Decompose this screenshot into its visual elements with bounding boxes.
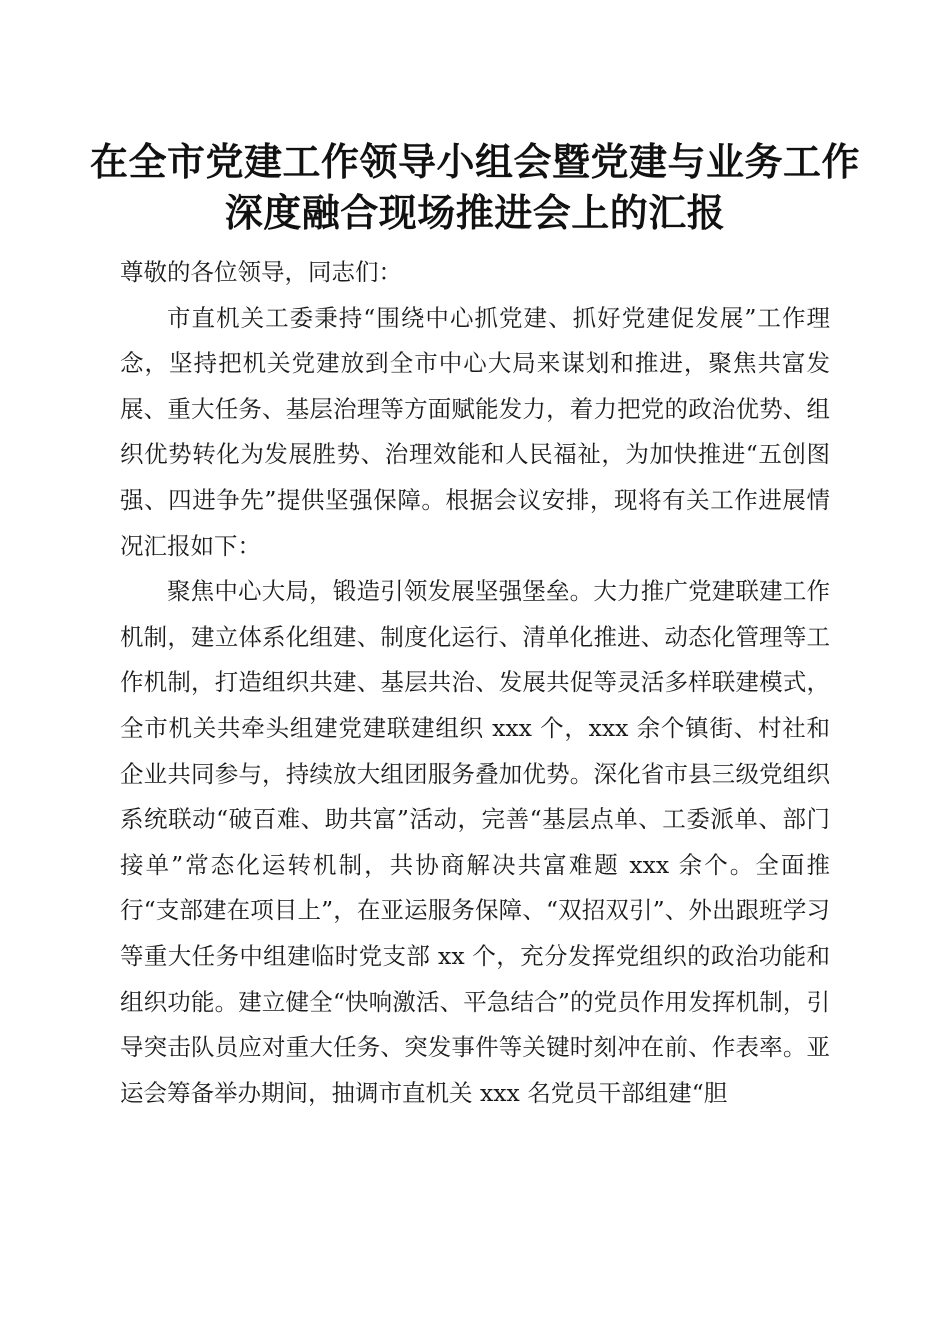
paragraph-intro: 市直机关工委秉持“围绕中心抓党建、抓好党建促发展”工作理念，坚持把机关党建放到全市中心大局来谋划和推进，聚焦共富发展、重大任务、基层治理等方面赋能发力，着力把党的政治优势、组织优势转化为发展胜势、治理效能和人民福祉，为加快推进“五创图强、四进争先”提供坚强保障。根据会议安排，现将有关工作进展情况汇报如下： — [120, 303, 830, 560]
title-line-2: 深度融合现场推进会上的汇报 — [224, 190, 726, 235]
document-body — [120, 250, 830, 1116]
salutation: 尊敬的各位领导，同志们： — [120, 258, 402, 286]
document-title — [0, 136, 950, 238]
paragraph-focus-center: 聚焦中心大局，锻造引领发展坚强堡垒。大力推广党建联建工作机制，建立体系化组建、制度化运行、清单化推进、动态化管理等工作机制，打造组织共建、基层共治、发展共促等灵活多样联建模式，全市机关共牵头组建党建联建组织 xxx 个，xxx 余个镇街、村社和企业共同参与，持续放大组团服务叠加优势。深化省市县三级党组织系统联动“破百难、助共富”活动，完善“基层点单、工委派单、部门接单”常态化运转机制，共协商解决共富难题 xxx 余个。全面推行“支部建在项目上”，在亚运服务保障、“双招双引”、外出跟班学习等重大任务中组建临时党支部 xx 个，充分发挥党组织的政治功能和组织功能。建立健全“快响激活、平急结合”的党员作用发挥机制，引导突击队员应对重大任务、突发事件等关键时刻冲在前、作表率。亚运会筹备举办期间，抽调市直机关 xxx 名党员干部组建“胆 — [120, 577, 830, 1107]
title-line-1: 在全市党建工作领导小组会暨党建与业务工作 — [89, 139, 860, 184]
